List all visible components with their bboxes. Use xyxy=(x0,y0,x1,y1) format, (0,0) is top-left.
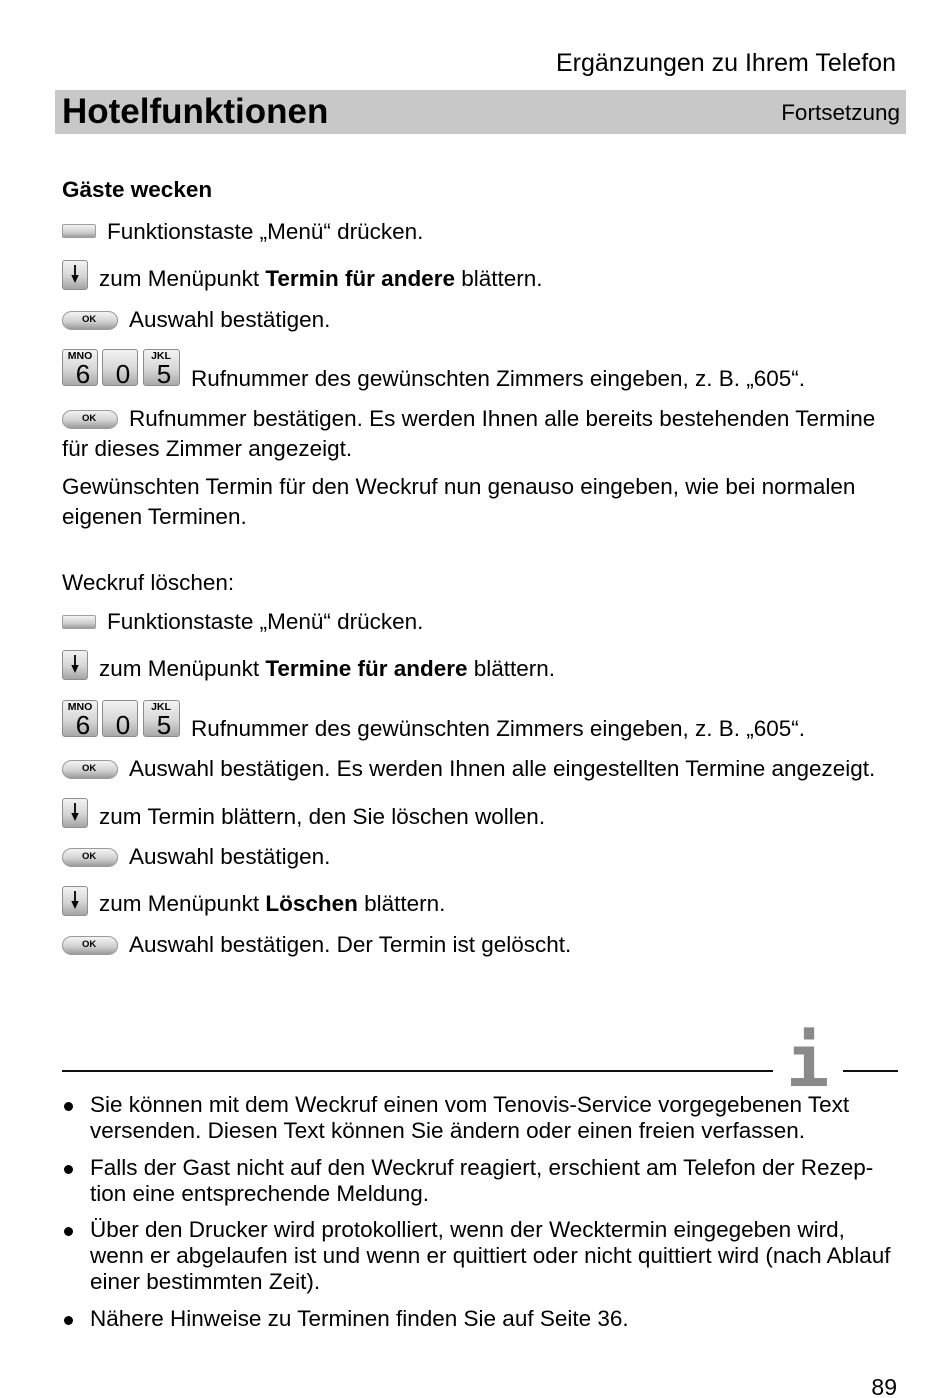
step-text: Funktionstaste „Menü“ drücken. xyxy=(107,609,424,634)
bullet-dot xyxy=(64,1316,73,1325)
bullet-line: Über den Drucker wird protokolliert, wenn der Wecktermin eingegeben wird, xyxy=(90,1217,845,1242)
ok-key-icon xyxy=(62,936,118,955)
ok-key-label: OK xyxy=(82,939,97,950)
step-text-part: blättern. xyxy=(454,266,543,291)
continuation-label: Fortsetzung xyxy=(781,100,900,125)
digit-key-5 xyxy=(143,700,180,740)
ok-key-icon xyxy=(62,311,118,330)
step-text: Auswahl bestätigen. xyxy=(129,844,331,869)
bullet-line: Sie können mit dem Weckruf einen vom Tenovis-Service vorgegebenen Text xyxy=(90,1092,850,1117)
bullet-line: wenn er abgelaufen ist und wenn er quittiert oder nicht quittiert wird (nach Ablauf xyxy=(90,1243,891,1268)
bullet-line: versenden. Diesen Text können Sie ändern oder einen freien verfassen. xyxy=(90,1118,806,1143)
menu-item-name: Löschen xyxy=(265,891,358,916)
digit-key-letters: JKL xyxy=(151,350,171,362)
ok-key-icon xyxy=(62,410,118,429)
digit-key-0 xyxy=(102,349,138,389)
bullet-line: tion eine entsprechende Meldung. xyxy=(90,1181,429,1206)
digit-key-digit: 0 xyxy=(115,710,131,740)
section-heading: Gäste wecken xyxy=(62,177,213,202)
digit-key-5 xyxy=(143,349,180,389)
note-line: Gewünschten Termin für den Weckruf nun genauso eingeben, wie bei normalen xyxy=(62,474,856,499)
bullet-line: einer bestimmten Zeit). xyxy=(90,1269,321,1294)
arrow-down-key-icon xyxy=(62,798,88,828)
running-header: Ergänzungen zu Ihrem Telefon xyxy=(555,49,896,77)
info-icon: i xyxy=(786,1019,830,1103)
digit-key-digit: 5 xyxy=(156,359,172,389)
step-text-part: zum Menüpunkt xyxy=(99,656,266,681)
step-text: für dieses Zimmer angezeigt. xyxy=(62,436,353,461)
bullet-dot xyxy=(64,1227,73,1236)
digit-key-digit: 6 xyxy=(75,359,91,389)
title-bar xyxy=(55,90,906,134)
step-text: Rufnummer bestätigen. Es werden Ihnen alle bereits bestehenden Termine xyxy=(129,406,876,431)
step-text: Auswahl bestätigen. Der Termin ist gelöscht. xyxy=(129,932,572,957)
divider-line xyxy=(62,1070,773,1072)
section-heading: Weckruf löschen: xyxy=(62,570,235,595)
digit-key-letters: MNO xyxy=(67,701,93,713)
step-text-part: zum Menüpunkt xyxy=(99,266,266,291)
function-key-icon xyxy=(62,615,96,629)
step-text xyxy=(99,264,543,294)
digit-key-digit: 5 xyxy=(156,710,172,740)
step-text: Auswahl bestätigen. xyxy=(129,307,331,332)
digit-key-digit: 6 xyxy=(75,710,91,740)
arrow-down-key-icon xyxy=(62,650,88,680)
bullet-dot xyxy=(64,1165,73,1174)
digit-key-6 xyxy=(62,700,98,740)
bullet-line: Falls der Gast nicht auf den Weckruf reagiert, erschient am Telefon der Rezep- xyxy=(90,1155,874,1180)
arrow-down-key-icon xyxy=(62,260,88,290)
step-text xyxy=(99,889,445,919)
page-title: Hotelfunktionen xyxy=(62,92,329,131)
divider-line xyxy=(843,1070,898,1072)
ok-key-label: OK xyxy=(82,763,97,774)
menu-item-name: Termine für andere xyxy=(265,656,468,681)
step-text: Rufnummer des gewünschten Zimmers eingeben, z. B. „605“. xyxy=(191,716,806,741)
bullet-line: Nähere Hinweise zu Terminen finden Sie auf Seite 36. xyxy=(90,1306,629,1331)
note-line: eigenen Terminen. xyxy=(62,504,247,529)
digit-key-digit: 0 xyxy=(115,359,131,389)
step-text-part: blättern. xyxy=(467,656,556,681)
step-text xyxy=(99,654,555,684)
step-text-part: blättern. xyxy=(357,891,446,916)
step-text: Auswahl bestätigen. Es werden Ihnen alle eingestellten Termine angezeigt. xyxy=(129,756,876,781)
ok-key-label: OK xyxy=(82,851,97,862)
arrow-down-key-icon xyxy=(62,886,88,916)
step-text: Rufnummer des gewünschten Zimmers eingeben, z. B. „605“. xyxy=(191,366,806,391)
page-number: 89 xyxy=(871,1374,897,1398)
menu-item-name: Termin für andere xyxy=(265,266,455,291)
step-text-part: zum Menüpunkt xyxy=(99,891,266,916)
digit-key-letters: MNO xyxy=(67,350,93,362)
ok-key-icon xyxy=(62,760,118,779)
digit-key-letters: JKL xyxy=(151,701,171,713)
digit-key-6 xyxy=(62,349,98,389)
ok-key-label: OK xyxy=(82,413,97,424)
step-text: Funktionstaste „Menü“ drücken. xyxy=(107,219,424,244)
bullet-dot xyxy=(64,1102,73,1111)
digit-key-0 xyxy=(102,700,138,740)
ok-key-label: OK xyxy=(82,314,97,325)
function-key-icon xyxy=(62,224,96,238)
ok-key-icon xyxy=(62,848,118,867)
step-text: zum Termin blättern, den Sie löschen wollen. xyxy=(99,804,546,829)
